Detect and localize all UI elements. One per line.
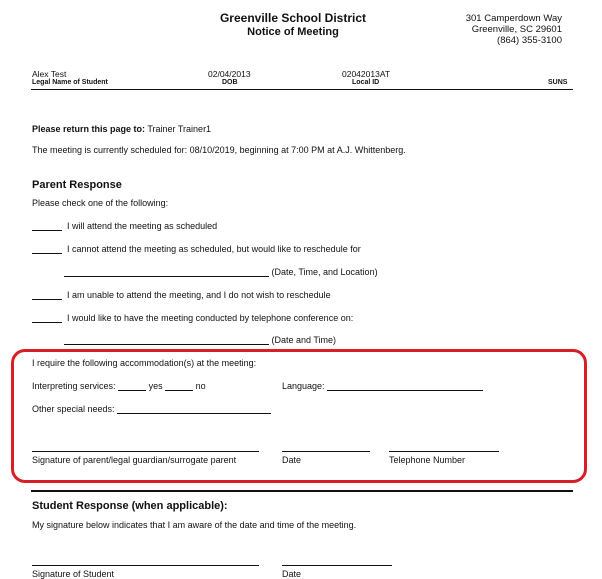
option-reschedule bbox=[32, 244, 361, 254]
reschedule-field-label: (Date, Time, and Location) bbox=[271, 267, 378, 277]
checkbox-blank[interactable] bbox=[32, 313, 62, 323]
checkbox-blank[interactable] bbox=[32, 244, 62, 254]
telephone-field bbox=[64, 335, 336, 345]
interpreting-yes-input[interactable] bbox=[118, 381, 146, 391]
option-attend bbox=[32, 221, 217, 231]
interpreting-no-input[interactable] bbox=[165, 381, 193, 391]
option-telephone-label: I would like to have the meeting conducted by telephone conference on: bbox=[67, 313, 354, 323]
checkbox-blank[interactable] bbox=[32, 221, 62, 231]
parent-response-heading: Parent Response bbox=[32, 179, 122, 191]
telephone-input[interactable] bbox=[64, 335, 269, 345]
accommodation-intro: I require the following accommodation(s) at the meeting: bbox=[32, 358, 257, 368]
interpreting-no-label: no bbox=[195, 381, 206, 391]
parent-date-label: Date bbox=[282, 455, 302, 465]
language-row bbox=[282, 381, 483, 391]
schedule-text: The meeting is currently scheduled for: 08/10/2019, beginning at 7:00 PM at A.J. Whittenberg. bbox=[32, 145, 406, 155]
other-needs-input[interactable] bbox=[117, 404, 271, 414]
return-name: Trainer Trainer1 bbox=[147, 124, 212, 134]
student-code: SUNS bbox=[548, 79, 568, 86]
student-name-label: Legal Name of Student bbox=[32, 79, 108, 86]
student-name: Alex Test bbox=[32, 69, 67, 79]
parent-date-line[interactable] bbox=[282, 451, 370, 452]
interpreting-yes-label: yes bbox=[148, 381, 163, 391]
address-line2: Greenville, SC 29601 bbox=[471, 24, 562, 35]
local-id-label: Local ID bbox=[352, 79, 380, 86]
dob-label: DOB bbox=[222, 79, 238, 86]
other-needs-label: Other special needs: bbox=[32, 404, 115, 414]
parent-instruction: Please check one of the following: bbox=[32, 198, 169, 208]
language-input[interactable] bbox=[327, 381, 483, 391]
student-date-label: Date bbox=[282, 569, 302, 579]
checkbox-blank[interactable] bbox=[32, 290, 62, 300]
reschedule-field bbox=[64, 267, 378, 277]
parent-signature-line[interactable] bbox=[32, 451, 259, 452]
option-no-reschedule bbox=[32, 290, 331, 300]
student-response-text: My signature below indicates that I am aware of the date and time of the meeting. bbox=[32, 520, 357, 530]
other-needs-row bbox=[32, 404, 271, 414]
student-date-line[interactable] bbox=[282, 565, 392, 566]
option-no-reschedule-label: I am unable to attend the meeting, and I do not wish to reschedule bbox=[67, 290, 331, 300]
student-dob: 02/04/2013 bbox=[208, 69, 251, 79]
reschedule-input[interactable] bbox=[64, 267, 269, 277]
telephone-field-label: (Date and Time) bbox=[271, 335, 337, 345]
parent-phone-line[interactable] bbox=[389, 451, 499, 452]
language-label: Language: bbox=[282, 381, 325, 391]
parent-signature-label: Signature of parent/legal guardian/surrogate parent bbox=[32, 455, 237, 465]
student-section-rule bbox=[31, 490, 573, 492]
parent-phone-label: Telephone Number bbox=[389, 455, 466, 465]
student-signature-label: Signature of Student bbox=[32, 569, 115, 579]
interpreting-label: Interpreting services: bbox=[32, 381, 116, 391]
student-local-id: 02042013AT bbox=[342, 69, 391, 79]
district-title: Greenville School District bbox=[219, 11, 367, 25]
student-signature-line[interactable] bbox=[32, 565, 259, 566]
interpreting-row bbox=[32, 381, 206, 391]
notice-title: Notice of Meeting bbox=[247, 26, 339, 38]
option-telephone bbox=[32, 313, 353, 323]
address-line1: 301 Camperdown Way bbox=[465, 13, 562, 24]
option-reschedule-label: I cannot attend the meeting as scheduled, but would like to reschedule for bbox=[67, 244, 361, 254]
address-phone: (864) 355-3100 bbox=[497, 35, 562, 46]
return-line bbox=[32, 124, 211, 134]
student-response-heading: Student Response (when applicable): bbox=[32, 500, 228, 512]
header-rule bbox=[31, 89, 573, 90]
option-attend-label: I will attend the meeting as scheduled bbox=[67, 221, 218, 231]
district-address bbox=[430, 13, 562, 46]
return-label: Please return this page to: bbox=[32, 124, 146, 134]
